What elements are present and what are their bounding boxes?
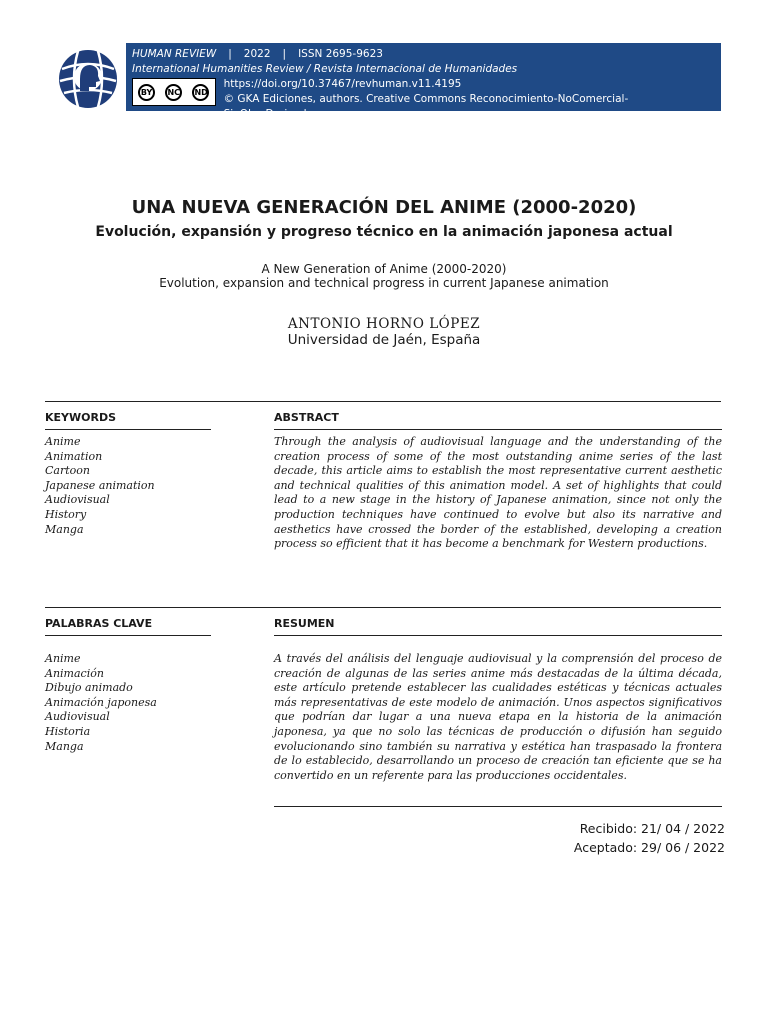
received-date: Recibido: 21/ 04 / 2022 [579,821,725,836]
divider [45,429,211,430]
divider [45,635,211,636]
abstract-heading: ABSTRACT [274,411,339,424]
divider [274,429,722,430]
separator: | [282,48,287,60]
divider [274,806,722,807]
resumen-heading: RESUMEN [274,617,335,630]
banner-row-license [132,77,715,122]
cc-license-badge[interactable] [132,78,216,106]
keyword-item: Japanese animation [45,478,155,492]
journal-year: 2022 [243,48,271,60]
banner-row-journal [132,47,715,62]
abstract-text: Through the analysis of audiovisual language and the understanding of the creation process of some of the most outstanding anime series of the last decade, this article aims to establish the most representative current aesthetic and technical qualities of this animation model. A set of highlights that could lead to a new stage in the history of Japanese animation, since not only the production techniques have continued to evolve but also its narrative and aesthetics have crossed the border of the established, developing a creation process so efficient that it has become a benchmark for Western productions. [274,435,722,551]
keyword-item: Anime [45,435,81,448]
divider [274,635,722,636]
keyword-item: Animation [45,449,103,463]
resumen-text: A través del análisis del lenguaje audiovisual y la comprensión del proceso de creación de algunas de las series anime más destacadas de la última década, este artículo pretende establecer las cualidades estéticas y técnicas actuales más representativas de este modelo de animación. Unos aspectos significativos que podrían dar lugar a una nueva etapa en la historia de la animación japonesa, ya que no solo las técnicas de producción o difusión han seguido evolucionando sino también su narrativa y estética han traspasado la frontera de lo establecido, desarrollando un proceso de creación tan eficiente que se ha convertido en un referente para las producciones occidentales. [274,652,722,782]
cc-nc-icon: NC [165,84,182,101]
license-text: © GKA Ediciones, authors. Creative Commons Reconocimiento-NoComercial-SinObraDerivada [223,93,629,120]
keywords-list [45,435,155,537]
separator: | [228,48,232,60]
author-affiliation: Universidad de Jaén, España [287,332,481,348]
journal-banner [126,43,721,120]
author-name: ANTONIO HORNO LÓPEZ [287,316,481,332]
cc-nd-icon: ND [192,84,209,101]
keyword-item: History [45,507,87,521]
keyword-item: Manga [45,522,84,536]
globe-head-icon [56,47,120,111]
keyword-item: Cartoon [45,464,90,478]
keyword-item: Dibujo animado [45,681,133,695]
keyword-item: Audiovisual [45,493,110,507]
keyword-item: Animación japonesa [45,695,157,709]
article-title: UNA NUEVA GENERACIÓN DEL ANIME (2000-2020) [131,197,637,218]
keyword-item: Animación [45,666,104,680]
cc-by-icon: BY [138,84,155,101]
journal-name: HUMAN REVIEW [132,48,217,60]
keyword-item: Historia [45,724,91,738]
journal-logo [56,47,120,111]
journal-issn: ISSN 2695-9623 [298,48,383,60]
palabras-clave-list [45,652,157,754]
accepted-date: Aceptado: 29/ 06 / 2022 [573,840,725,855]
journal-subtitle: International Humanities Review / Revista Internacional de Humanidades [132,63,518,75]
divider [45,607,721,608]
article-subtitle: Evolución, expansión y progreso técnico en la animación japonesa actual [95,224,673,240]
article-title-en: A New Generation of Anime (2000-2020) [261,262,507,276]
divider [45,401,721,402]
article-subtitle-en: Evolution, expansion and technical progress in current Japanese animation [159,276,609,290]
keyword-item: Manga [45,739,84,753]
keyword-item: Audiovisual [45,710,110,724]
keywords-heading: KEYWORDS [45,411,117,424]
keyword-item: Anime [45,652,81,665]
doi-link[interactable]: https://doi.org/10.37467/revhuman.v11.4195 [223,78,462,90]
palabras-clave-heading: PALABRAS CLAVE [45,617,153,630]
